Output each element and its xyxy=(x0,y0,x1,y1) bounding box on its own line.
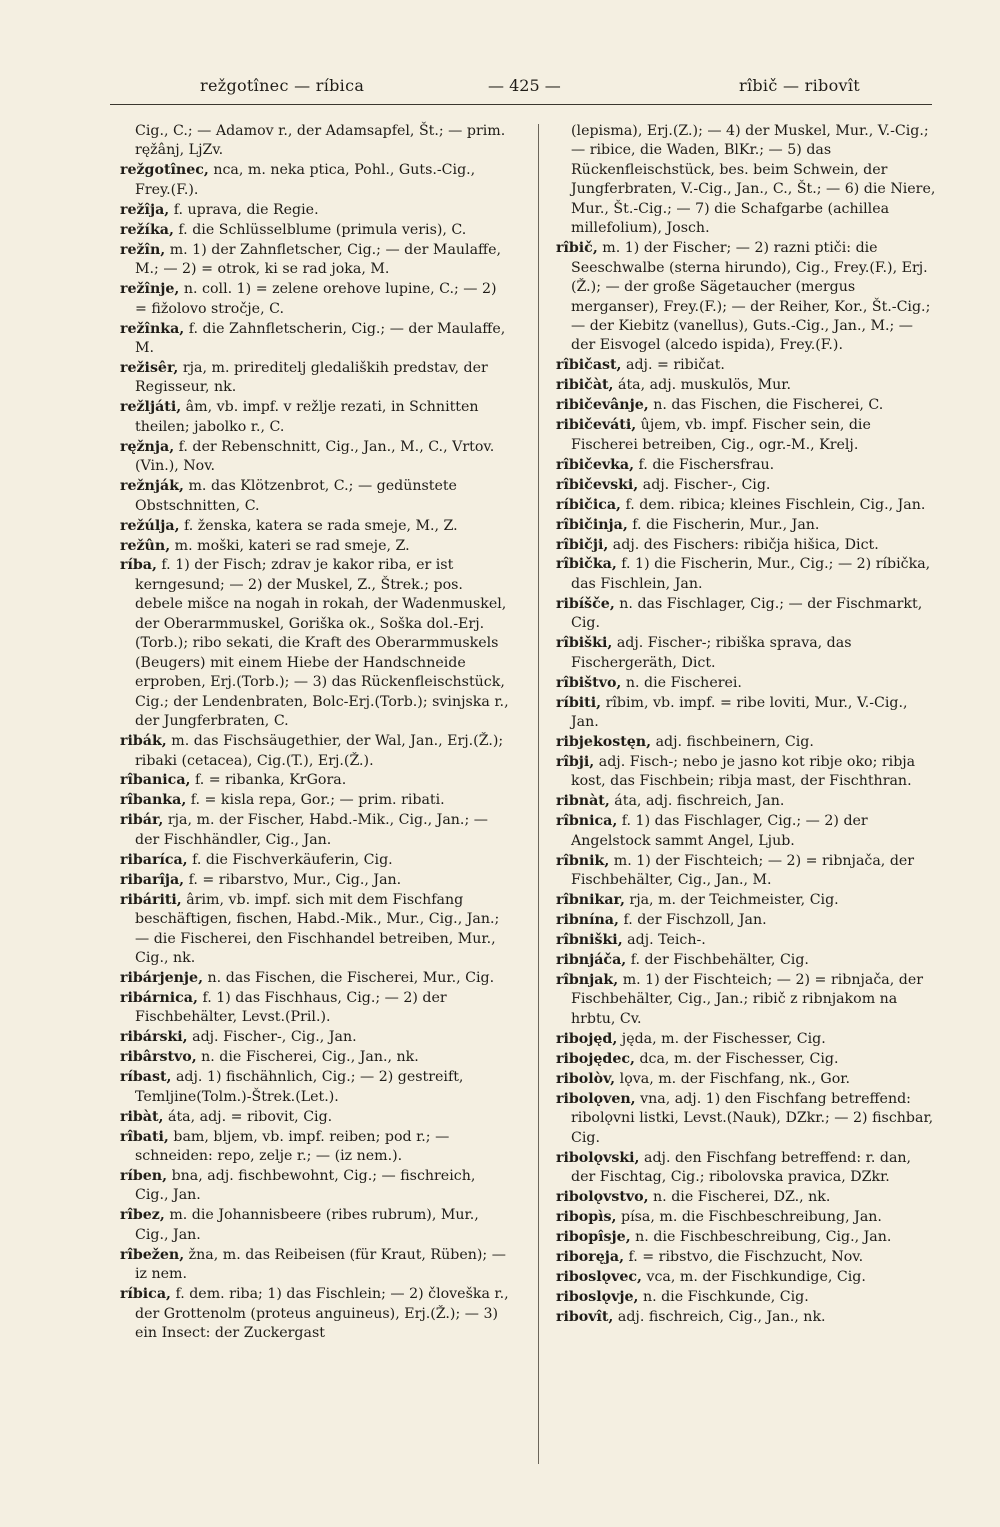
entry-definition: ârim, vb. impf. sich mit dem Fischfang beschäftigen, fischen, Habd.-Mik., Mur., Cig., Jan.; — die Fischerei, den Fischhandel betreiben, Mur., Cig., nk. xyxy=(135,891,500,967)
entry-definition: m. 1) der Fischteich; — 2) = ribnjača, der Fischbehälter, Cig., Jan.; ribič z ribnjakom na hrbtu, Cv. xyxy=(571,971,924,1027)
entry-definition: f. = ribarstvo, Mur., Cig., Jan. xyxy=(184,871,402,888)
entry-headword: ribičevânje, xyxy=(556,397,649,414)
entry-headword: režisêr, xyxy=(120,359,179,376)
entry-definition: adj. des Fischers: ribičja hišica, Dict. xyxy=(608,536,879,553)
entry-headword: riboslǫvec, xyxy=(556,1268,642,1285)
entry-definition: áta, adj. muskulös, Mur. xyxy=(613,377,791,394)
entry-definition: adj. fischbeinern, Cig. xyxy=(651,734,814,751)
entry-definition: adj. den Fischfang betreffend: r. dan, der Fischtag, Cig.; ribolovska pravica, DZkr. xyxy=(571,1149,912,1186)
dictionary-entry xyxy=(556,456,936,475)
entry-headword: ribíšče, xyxy=(556,595,615,612)
entry-definition: f. der Fischbehälter, Cig. xyxy=(626,952,809,969)
dictionary-entry xyxy=(556,476,936,495)
entry-headword: ribičàt, xyxy=(556,377,614,394)
entry-headword: riboręja, xyxy=(556,1248,625,1265)
entry-headword: riboslǫvje, xyxy=(556,1288,639,1305)
entry-definition: m. moški, kateri se rad smeje, Z. xyxy=(170,537,410,554)
dictionary-entry xyxy=(120,438,512,477)
entry-definition: m. das Fischsäugethier, der Wal, Jan., Erj.(Ž.); ribaki (cetacea), Cig.(T.), Erj.(Ž.). xyxy=(135,733,504,769)
left-column xyxy=(120,122,512,1344)
dictionary-entry xyxy=(556,1248,936,1267)
entry-definition: f. die Fischverkäuferin, Cig. xyxy=(187,851,393,868)
dictionary-entry xyxy=(120,320,512,359)
entry-headword: ribolǫven, xyxy=(556,1090,636,1107)
dictionary-entry xyxy=(556,674,936,693)
entry-definition: n. die Fischerei. xyxy=(621,674,742,691)
entry-headword: ribarîja, xyxy=(120,871,185,888)
entry-headword: režljáti, xyxy=(120,399,182,416)
dictionary-entry xyxy=(556,931,936,950)
entry-definition: f. dem. riba; 1) das Fischlein; — 2) človeška r., der Grottenolm (proteus anguineus), Erj.(Ž.); — 3) ein Insect: der Zuckergast xyxy=(135,1286,509,1342)
entry-headword: rîbičji, xyxy=(556,536,609,553)
dictionary-entry xyxy=(556,971,936,1029)
dictionary-entry xyxy=(556,1228,936,1247)
dictionary-entry xyxy=(556,1208,936,1227)
entry-headword: režûn, xyxy=(120,537,171,554)
entry-headword: rîbnjak, xyxy=(556,971,619,988)
entry-definition: rja, m. prireditelj gledaliških predstav, der Regisseur, nk. xyxy=(135,359,488,396)
entry-definition: rja, m. der Teichmeister, Cig. xyxy=(624,892,839,909)
dictionary-entry xyxy=(556,1268,936,1287)
entry-definition: Cig., C.; — Adamov r., der Adamsapfel, Št.; — prim. ręžânj, LjZv. xyxy=(135,123,506,159)
entry-definition: adj. Fischer-; ribiška sprava, das Fischergeräth, Dict. xyxy=(571,635,852,671)
entry-definition: (lepisma), Erj.(Z.); — 4) der Muskel, Mur., V.-Cig.; — ribice, die Waden, BlKr.; — 5) das Rückenfleischstück, bes. beim Schwein, der Jungferbraten, V.-Cig., Jan., C., Št.; — 6) die Niere, Mur., Št.-Cig.; — 7) die Schafgarbe (achillea millefolium), Josch. xyxy=(571,123,936,237)
header-right-range: rîbič — ribovît xyxy=(739,76,860,95)
dictionary-entry xyxy=(556,1050,936,1069)
dictionary-entry xyxy=(120,359,512,398)
entry-headword: ribárnica, xyxy=(120,989,198,1006)
dictionary-entry xyxy=(120,1285,512,1343)
entry-definition: m. das Klötzenbrot, C.; — gedünstete Obstschnitten, C. xyxy=(135,478,457,514)
dictionary-entry xyxy=(120,1028,512,1047)
entry-headword: ribârstvo, xyxy=(120,1049,197,1066)
entry-definition: n. die Fischerei, Cig., Jan., nk. xyxy=(196,1049,419,1066)
header-left-range: režgotînec — ríbica xyxy=(200,76,365,95)
entry-definition: adj. Fisch-; nebo je jasno kot ribje oko; ribja kost, das Fischbein; ribja mast, der Fischthran. xyxy=(571,754,916,790)
dictionary-entry xyxy=(556,753,936,792)
dictionary-entry xyxy=(556,733,936,752)
dictionary-entry xyxy=(120,851,512,870)
dictionary-entry xyxy=(556,911,936,930)
dictionary-entry xyxy=(556,536,936,555)
dictionary-entry xyxy=(556,1090,936,1148)
entry-definition: n. die Fischkunde, Cig. xyxy=(638,1288,809,1305)
dictionary-entry xyxy=(120,398,512,437)
entry-definition: vca, m. der Fischkundige, Cig. xyxy=(641,1268,866,1285)
dictionary-entry xyxy=(556,496,936,515)
dictionary-entry xyxy=(120,732,512,771)
dictionary-entry xyxy=(556,555,936,594)
dictionary-entry xyxy=(556,1288,936,1307)
entry-headword: rîbniški, xyxy=(556,932,623,949)
entry-definition: áta, adj. fischreich, Jan. xyxy=(609,793,785,810)
entry-headword: ribopìs, xyxy=(556,1208,617,1225)
entry-headword: režíka, xyxy=(120,221,174,238)
entry-definition: bna, adj. fischbewohnt, Cig.; — fischreich, Cig., Jan. xyxy=(135,1168,476,1204)
entry-headword: ribolòv, xyxy=(556,1070,616,1087)
entry-headword: režînka, xyxy=(120,320,185,337)
entry-definition: lǫva, m. der Fischfang, nk., Gor. xyxy=(615,1070,851,1087)
entry-definition: dca, m. der Fischesser, Cig. xyxy=(634,1050,839,1067)
header-rule xyxy=(110,104,932,105)
entry-definition: vna, adj. 1) den Fischfang betreffend: ribolǫvni listki, Levst.(Nauk), DZkr.; — 2) fischbar, Cig. xyxy=(571,1090,934,1146)
dictionary-entry xyxy=(120,771,512,790)
entry-definition: f. 1) der Fisch; zdrav je kakor riba, er ist kerngesund; — 2) der Muskel, Z., Štrek.; pos. debele mišce na nogah in rokah, der Wadenmuskel, der Oberarmmuskel, Goriška ok., Soška dol.-Erj.(Torb.); ribo sekati, die Kraft des Oberarmmuskels (Beugers) mit einem Hiebe der Handschneide erproben, Erj.(Torb.); — 3) das Rückenfleischstück, Cig.; der Lendenbraten, Bolc-Erj.(Torb.); svinjska r., der Jungferbraten, C. xyxy=(135,557,509,730)
dictionary-entry xyxy=(120,201,512,220)
entry-definition: n. die Fischbeschreibung, Cig., Jan. xyxy=(630,1228,892,1245)
entry-headword: ribár, xyxy=(120,812,164,829)
entry-definition: f. ženska, katera se rada smeje, M., Z. xyxy=(179,517,458,534)
entry-headword: ribojędec, xyxy=(556,1050,635,1067)
dictionary-entry xyxy=(120,871,512,890)
dictionary-entry xyxy=(556,1030,936,1049)
dictionary-entry xyxy=(120,122,512,161)
dictionary-entry xyxy=(556,634,936,673)
entry-headword: rîbičast, xyxy=(556,357,622,374)
dictionary-entry xyxy=(120,1048,512,1067)
entry-definition: áta, adj. = ribovit, Cig. xyxy=(163,1108,333,1125)
entry-headword: rîbičevski, xyxy=(556,476,639,493)
entry-definition: f. 1) das Fischlager, Cig.; — 2) der Angelstock sammt Angel, Ljub. xyxy=(571,813,868,849)
dictionary-entry xyxy=(556,356,936,375)
entry-headword: rîbnica, xyxy=(556,813,618,830)
entry-headword: režîja, xyxy=(120,201,170,218)
entry-definition: m. 1) der Fischer; — 2) razni ptiči: die Seeschwalbe (sterna hirundo), Cig., Frey.(F.), Erj.(Ž.); — der große Sägetaucher (mergus merganser), Frey.(F.); — der Reiher, Kor., Št.-Cig.; — der Kiebitz (vanellus), Guts.-Cig., Jan., M.; — der Eisvogel (alcedo ispida), Frey.(F.). xyxy=(571,240,931,354)
entry-definition: adj. = ribičat. xyxy=(621,357,725,374)
entry-definition: m. die Johannisbeere (ribes rubrum), Mur., Cig., Jan. xyxy=(135,1207,479,1243)
entry-definition: f. die Fischersfrau. xyxy=(634,456,775,473)
dictionary-entry xyxy=(120,241,512,280)
dictionary-entry xyxy=(556,1308,936,1327)
entry-headword: režîn, xyxy=(120,241,166,258)
dictionary-entry xyxy=(120,811,512,850)
entry-definition: f. die Fischerin, Mur., Jan. xyxy=(627,516,820,533)
entry-headword: ríbičica, xyxy=(556,496,621,513)
entry-headword: ríbiti, xyxy=(556,694,602,711)
entry-headword: režúlja, xyxy=(120,517,180,534)
entry-headword: ribolǫvstvo, xyxy=(556,1188,649,1205)
dictionary-entry xyxy=(556,376,936,395)
running-header xyxy=(200,76,860,102)
entry-headword: rîbanica, xyxy=(120,772,191,789)
entry-headword: režînje, xyxy=(120,281,180,298)
dictionary-entry xyxy=(120,791,512,810)
dictionary-entry xyxy=(556,1070,936,1089)
entry-definition: f. = kisla repa, Gor.; — prim. ribati. xyxy=(186,792,445,809)
entry-headword: ríbica, xyxy=(120,1286,171,1303)
entry-headword: ręžnja, xyxy=(120,438,175,455)
entry-headword: rîbežen, xyxy=(120,1246,185,1263)
dictionary-entry xyxy=(120,517,512,536)
entry-headword: ribjekostęn, xyxy=(556,734,652,751)
entry-headword: rîbez, xyxy=(120,1207,165,1224)
entry-definition: ûjem, vb. impf. Fischer sein, die Fischerei betreiben, Cig., ogr.-M., Krelj. xyxy=(571,417,871,453)
dictionary-entry xyxy=(120,891,512,969)
dictionary-entry xyxy=(120,1128,512,1167)
entry-headword: režnják, xyxy=(120,478,184,495)
dictionary-entry xyxy=(120,556,512,731)
entry-definition: f. dem. ribica; kleines Fischlein, Cig., Jan. xyxy=(620,496,926,513)
entry-definition: m. 1) der Fischteich; — 2) = ribnjača, der Fischbehälter, Cig., Jan., M. xyxy=(571,852,915,889)
dictionary-entry xyxy=(120,537,512,556)
right-column xyxy=(556,122,936,1328)
entry-definition: f. uprava, die Regie. xyxy=(169,201,319,218)
entry-headword: ribnàt, xyxy=(556,793,610,810)
entry-definition: n. coll. 1) = zelene orehove lupine, C.; — 2) = fižolovo stročje, C. xyxy=(135,281,497,317)
dictionary-entry xyxy=(556,951,936,970)
entry-definition: n. das Fischlager, Cig.; — der Fischmarkt, Cig. xyxy=(571,595,923,632)
entry-headword: ribàt, xyxy=(120,1108,164,1125)
dictionary-entry xyxy=(556,516,936,535)
entry-headword: ribolǫvski, xyxy=(556,1149,640,1166)
entry-headword: ribojęd, xyxy=(556,1030,618,1047)
entry-headword: ribárski, xyxy=(120,1029,188,1046)
dictionary-entry xyxy=(556,396,936,415)
entry-definition: písa, m. die Fischbeschreibung, Jan. xyxy=(616,1208,882,1225)
page-number: — 425 — xyxy=(488,76,561,95)
dictionary-entry xyxy=(120,1068,512,1107)
column-divider xyxy=(538,124,539,1464)
entry-headword: rîbičevka, xyxy=(556,456,635,473)
entry-definition: âm, vb. impf. v režlje rezati, in Schnitten theilen; jabolko r., C. xyxy=(135,399,479,435)
entry-definition: n. das Fischen, die Fischerei, C. xyxy=(648,397,884,414)
dictionary-entry xyxy=(556,416,936,455)
entry-headword: ríbast, xyxy=(120,1069,172,1086)
entry-headword: rîbnik, xyxy=(556,852,610,869)
entry-definition: f. = ribanka, KrGora. xyxy=(190,772,347,789)
entry-definition: f. der Fischzoll, Jan. xyxy=(618,912,767,929)
entry-definition: n. die Fischerei, DZ., nk. xyxy=(648,1188,831,1205)
entry-definition: adj. Fischer-, Cig., Jan. xyxy=(187,1029,357,1046)
dictionary-entry xyxy=(556,812,936,851)
entry-definition: žna, m. das Reibeisen (für Kraut, Rüben); — iz nem. xyxy=(135,1246,506,1283)
entry-definition: f. der Rebenschnitt, Cig., Jan., M., C., Vrtov.(Vin.), Nov. xyxy=(135,438,495,475)
entry-headword: ribovît, xyxy=(556,1308,614,1325)
dictionary-entry xyxy=(556,1188,936,1207)
dictionary-entry xyxy=(120,989,512,1028)
entry-definition: rja, m. der Fischer, Habd.-Mik., Cig., Jan.; — der Fischhändler, Cig., Jan. xyxy=(135,812,488,848)
entry-headword: rîbji, xyxy=(556,754,595,770)
entry-headword: režgotînec, xyxy=(120,162,209,179)
entry-headword: rîbič, xyxy=(556,240,598,257)
entry-headword: rîbičinja, xyxy=(556,516,628,533)
entry-headword: ríben, xyxy=(120,1168,168,1185)
dictionary-entry xyxy=(556,595,936,634)
entry-headword: rîbati, xyxy=(120,1128,169,1145)
entry-headword: ribnína, xyxy=(556,912,619,929)
dictionary-entry xyxy=(120,280,512,319)
dictionary-entry xyxy=(120,1206,512,1245)
entry-definition: f. die Zahnfletscherin, Cig.; — der Maulaffe, M. xyxy=(135,320,506,356)
dictionary-entry xyxy=(120,477,512,516)
entry-definition: f. = ribstvo, die Fischzucht, Nov. xyxy=(624,1248,864,1265)
dictionary-entry xyxy=(556,239,936,356)
entry-headword: ribáriti, xyxy=(120,891,182,908)
entry-headword: rîbanka, xyxy=(120,792,187,809)
entry-headword: ribák, xyxy=(120,733,167,750)
dictionary-entry xyxy=(556,891,936,910)
entry-definition: jęda, m. der Fischesser, Cig. xyxy=(617,1030,826,1047)
dictionary-entry xyxy=(120,1167,512,1206)
entry-definition: adj. fischreich, Cig., Jan., nk. xyxy=(613,1308,826,1325)
entry-definition: n. das Fischen, die Fischerei, Mur., Cig. xyxy=(203,969,495,986)
dictionary-entry xyxy=(120,1108,512,1127)
entry-definition: rîbim, vb. impf. = ribe loviti, Mur., V.-Cig., Jan. xyxy=(571,694,908,731)
dictionary-entry xyxy=(120,221,512,240)
entry-headword: ribnjáča, xyxy=(556,952,627,969)
dictionary-entry xyxy=(120,161,512,200)
entry-definition: f. 1) die Fischerin, Mur., Cig.; — 2) ríbička, das Fischlein, Jan. xyxy=(571,556,931,592)
entry-definition: adj. 1) fischähnlich, Cig.; — 2) gestreift, Temljine(Tolm.)-Štrek.(Let.). xyxy=(135,1069,464,1105)
entry-definition: nca, m. neka ptica, Pohl., Guts.-Cig., Frey.(F.). xyxy=(135,162,476,198)
entry-headword: ribopîsje, xyxy=(556,1228,631,1245)
entry-definition: adj. Teich-. xyxy=(622,932,706,949)
entry-definition: m. 1) der Zahnfletscher, Cig.; — der Maulaffe, M.; — 2) = otrok, ki se rad joka, M. xyxy=(135,241,502,278)
dictionary-entry xyxy=(556,852,936,891)
entry-headword: rîbička, xyxy=(556,556,617,573)
entry-headword: ribaríca, xyxy=(120,851,188,868)
dictionary-entry xyxy=(556,1149,936,1188)
entry-headword: rîbnikar, xyxy=(556,892,625,909)
dictionary-entry xyxy=(556,792,936,811)
entry-definition: adj. Fischer-, Cig. xyxy=(638,476,771,493)
entry-headword: ribárjenje, xyxy=(120,969,204,986)
dictionary-entry xyxy=(556,122,936,239)
entry-definition: f. die Schlüsselblume (primula veris), C. xyxy=(173,221,467,238)
entry-headword: rîbištvo, xyxy=(556,674,622,691)
entry-headword: rîbiški, xyxy=(556,635,613,652)
dictionary-entry xyxy=(120,969,512,988)
entry-headword: ríba, xyxy=(120,557,157,574)
entry-definition: f. 1) das Fischhaus, Cig.; — 2) der Fischbehälter, Levst.(Pril.). xyxy=(135,989,447,1026)
entry-headword: ribičeváti, xyxy=(556,417,637,434)
dictionary-entry xyxy=(556,694,936,733)
entry-definition: bam, bljem, vb. impf. reiben; pod r.; — schneiden: repo, zelje r.; — (iz nem.). xyxy=(135,1128,450,1165)
dictionary-entry xyxy=(120,1246,512,1285)
